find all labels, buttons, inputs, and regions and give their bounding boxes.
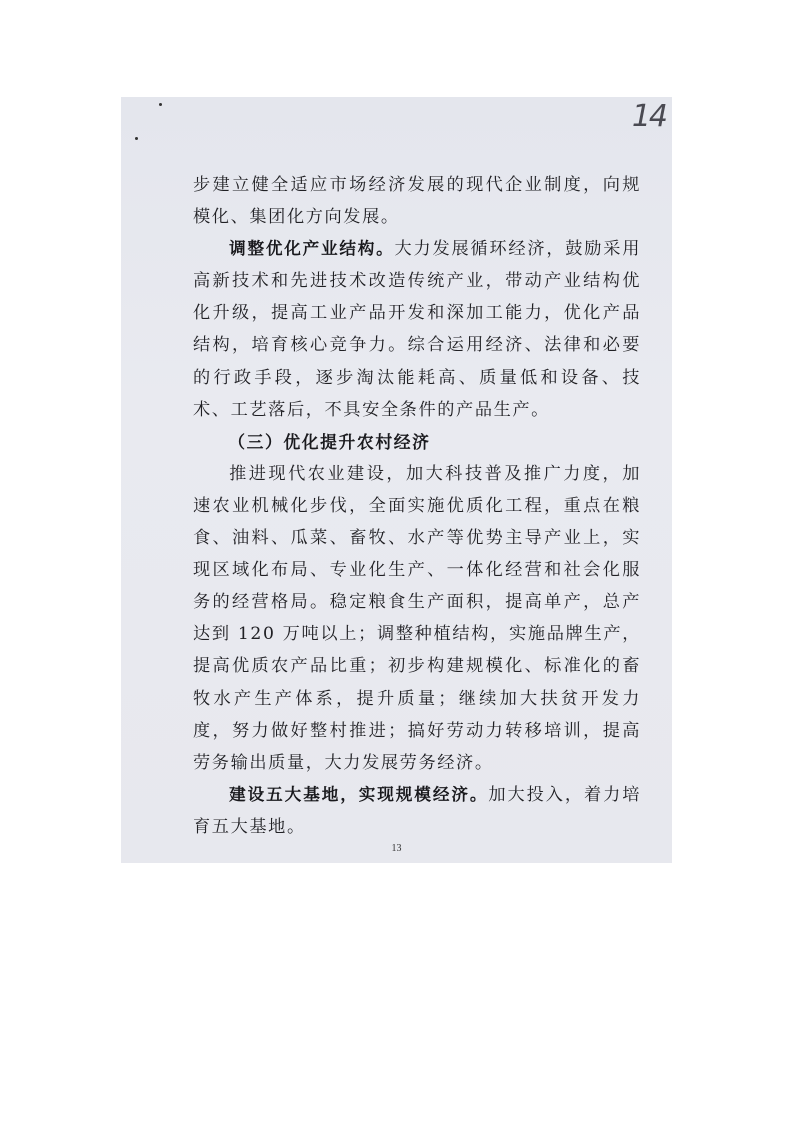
paragraph-agriculture: 推进现代农业建设，加大科技普及推广力度，加速农业机械化步伐，全面实施优质化工程，重点在粮食、油料、瓜菜、畜牧、水产等优势主导产业上，实现区域化布局、专业化生产、一体化经营和社会化服务的经营格局。稳定粮食生产面积，提高单产，总产达到 120 万吨以上；调整种植结构，实施品牌生产，提高优质农产品比重；初步构建规模化、标准化的畜牧水产生产体系，提升质量；继续加大扶贫开发力度，努力做好整村推进；搞好劳动力转移培训，提高劳务输出质量，大力发展劳务经济。 [193, 463, 641, 773]
paragraph-lead-heading: 调整优化产业结构。 [229, 239, 395, 259]
scan-speck [159, 103, 162, 106]
paragraph-text: 加大投入，着力培育五大基地。 [193, 784, 641, 837]
section-heading: （三）优化提升农村经济 [228, 431, 431, 452]
paragraph-five-bases [193, 779, 641, 843]
page-number: 13 [391, 843, 402, 854]
paragraph-continuation: 步建立健全适应市场经济发展的现代企业制度，向规模化、集团化方向发展。 [193, 175, 641, 228]
paragraph-lead-heading: 建设五大基地，实现规模经济。 [229, 784, 489, 804]
scanned-page [121, 97, 672, 863]
paragraph-industry-structure [193, 233, 641, 426]
paragraph-text: 大力发展循环经济，鼓励采用高新技术和先进技术改造传统产业，带动产业结构优化升级，提高工业产品开发和深加工能力，优化产品结构，培育核心竞争力。综合运用经济、法律和必要的行政手段，逐步淘汰能耗高、质量低和设备、技术、工艺落后，不具安全条件的产品生产。 [193, 239, 641, 420]
scan-speck [135, 137, 138, 140]
document-body [193, 169, 641, 843]
handwritten-page-number: 14 [631, 99, 666, 134]
